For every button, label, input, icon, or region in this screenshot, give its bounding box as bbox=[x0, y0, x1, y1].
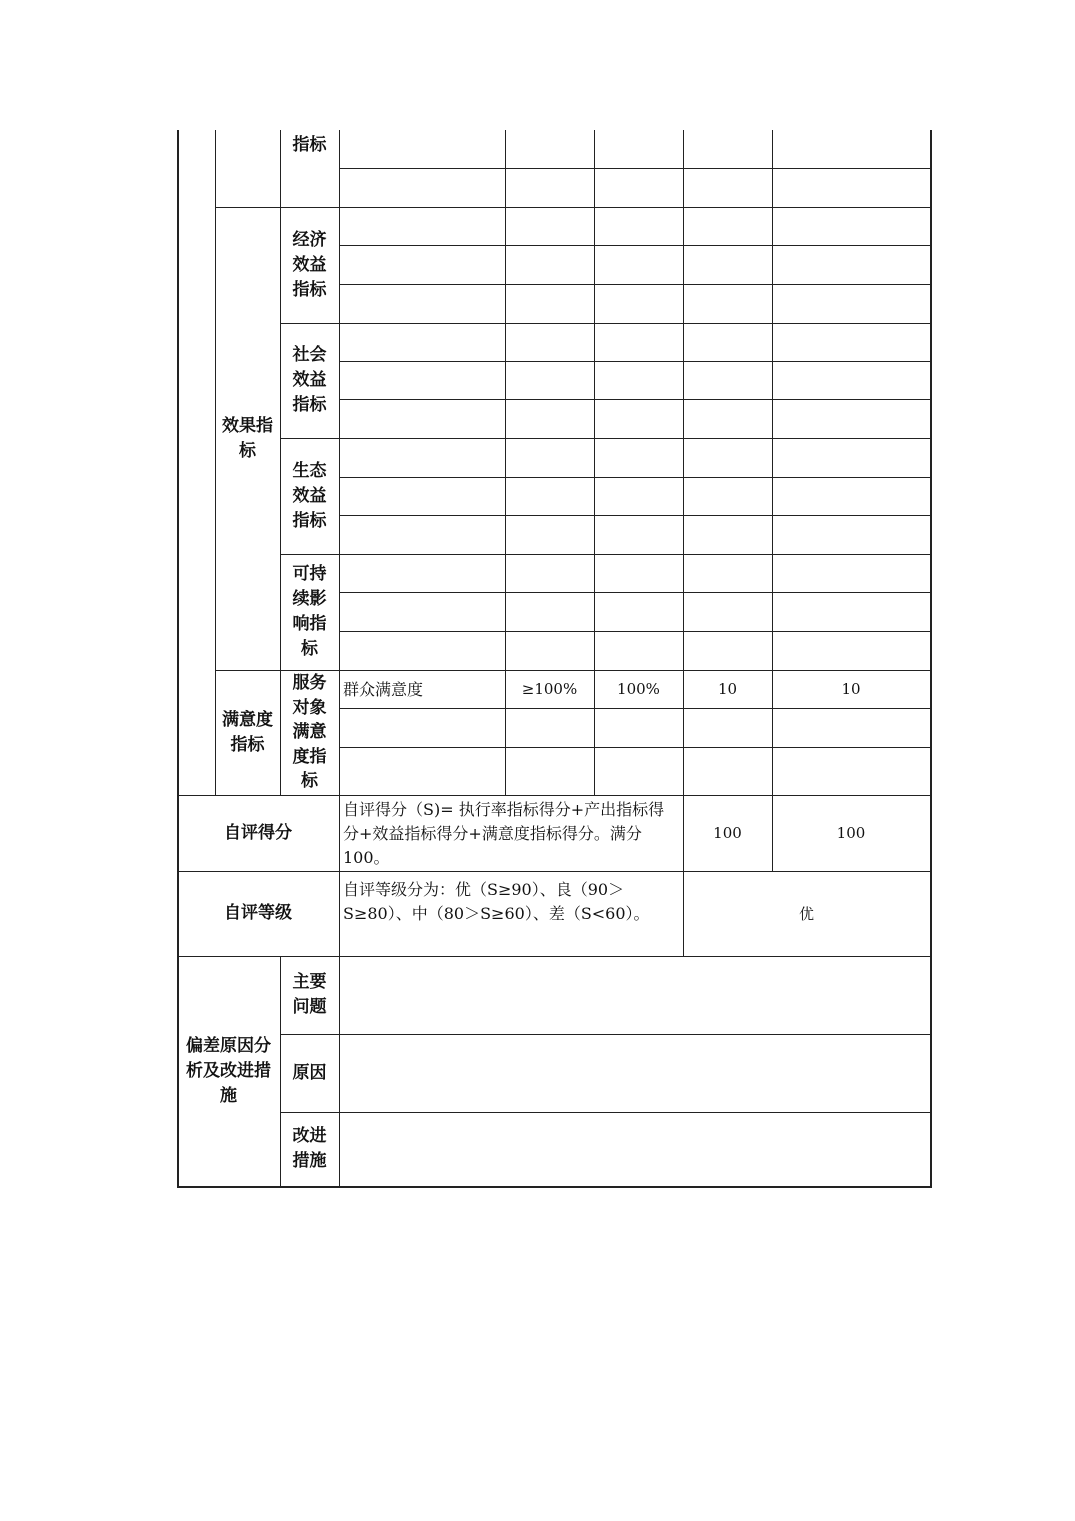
grid-line bbox=[339, 130, 340, 1188]
sustainable-impact-label: 可持 续影 响指 标 bbox=[292, 564, 327, 659]
score-value: 10 bbox=[841, 680, 861, 698]
deviation-analysis-label: 偏差原因分 析及改进措 施 bbox=[186, 1035, 271, 1106]
grid-line bbox=[339, 284, 932, 285]
self-score-weight: 100 bbox=[713, 824, 742, 842]
grid-line bbox=[280, 1112, 932, 1113]
cause-label: 原因 bbox=[292, 1062, 327, 1083]
grid-line bbox=[339, 515, 932, 516]
table-border-bottom bbox=[177, 1186, 932, 1188]
grid-line bbox=[339, 747, 932, 748]
grid-line bbox=[339, 245, 932, 246]
grid-line bbox=[339, 631, 932, 632]
actual-value: 100% bbox=[617, 680, 660, 698]
self-grade-description: 自评等级分为：优（S≥90）、良（90＞S≥80）、中（80＞S≥60）、差（S<60）。 bbox=[343, 880, 650, 923]
service-satisfaction-label: 服务 对象 满意 度指 标 bbox=[292, 673, 327, 792]
social-benefit-label: 社会 效益 指标 bbox=[292, 345, 327, 415]
table-border-right bbox=[930, 130, 932, 1188]
effect-category-label: 效果指 标 bbox=[222, 415, 273, 461]
economic-benefit-label: 经济 效益 指标 bbox=[292, 229, 327, 300]
ecological-benefit-label: 生态 效益 指标 bbox=[292, 460, 327, 531]
target-value: ≥100% bbox=[521, 680, 578, 698]
grid-line bbox=[280, 323, 932, 324]
self-score-description: 自评得分（S)= 执行率指标得分+产出指标得分+效益指标得分+满意度指标得分。满分 100。 bbox=[343, 800, 665, 867]
self-grade-label: 自评等级 bbox=[224, 903, 292, 923]
output-indicator-label: 指标 bbox=[292, 134, 327, 155]
improvement-measures-label: 改进 措施 bbox=[292, 1126, 327, 1171]
grid-line bbox=[339, 168, 932, 169]
grid-line bbox=[280, 438, 932, 439]
satisfaction-category-label: 满意度 指标 bbox=[222, 709, 273, 755]
weight-value: 10 bbox=[717, 680, 738, 698]
grid-line bbox=[772, 130, 773, 871]
evaluation-table bbox=[177, 130, 932, 1188]
self-score-value: 100 bbox=[836, 824, 866, 842]
self-score-label: 自评得分 bbox=[224, 822, 292, 843]
self-grade-value: 优 bbox=[798, 905, 814, 923]
grid-line bbox=[280, 1034, 932, 1035]
grid-line bbox=[280, 554, 932, 555]
grid-line bbox=[339, 477, 932, 478]
grid-line bbox=[339, 708, 932, 709]
main-issues-label: 主要 问题 bbox=[292, 972, 327, 1017]
grid-line bbox=[339, 592, 932, 593]
indicator-name: 群众满意度 bbox=[343, 680, 424, 699]
grid-line bbox=[339, 399, 932, 400]
grid-line bbox=[339, 361, 932, 362]
